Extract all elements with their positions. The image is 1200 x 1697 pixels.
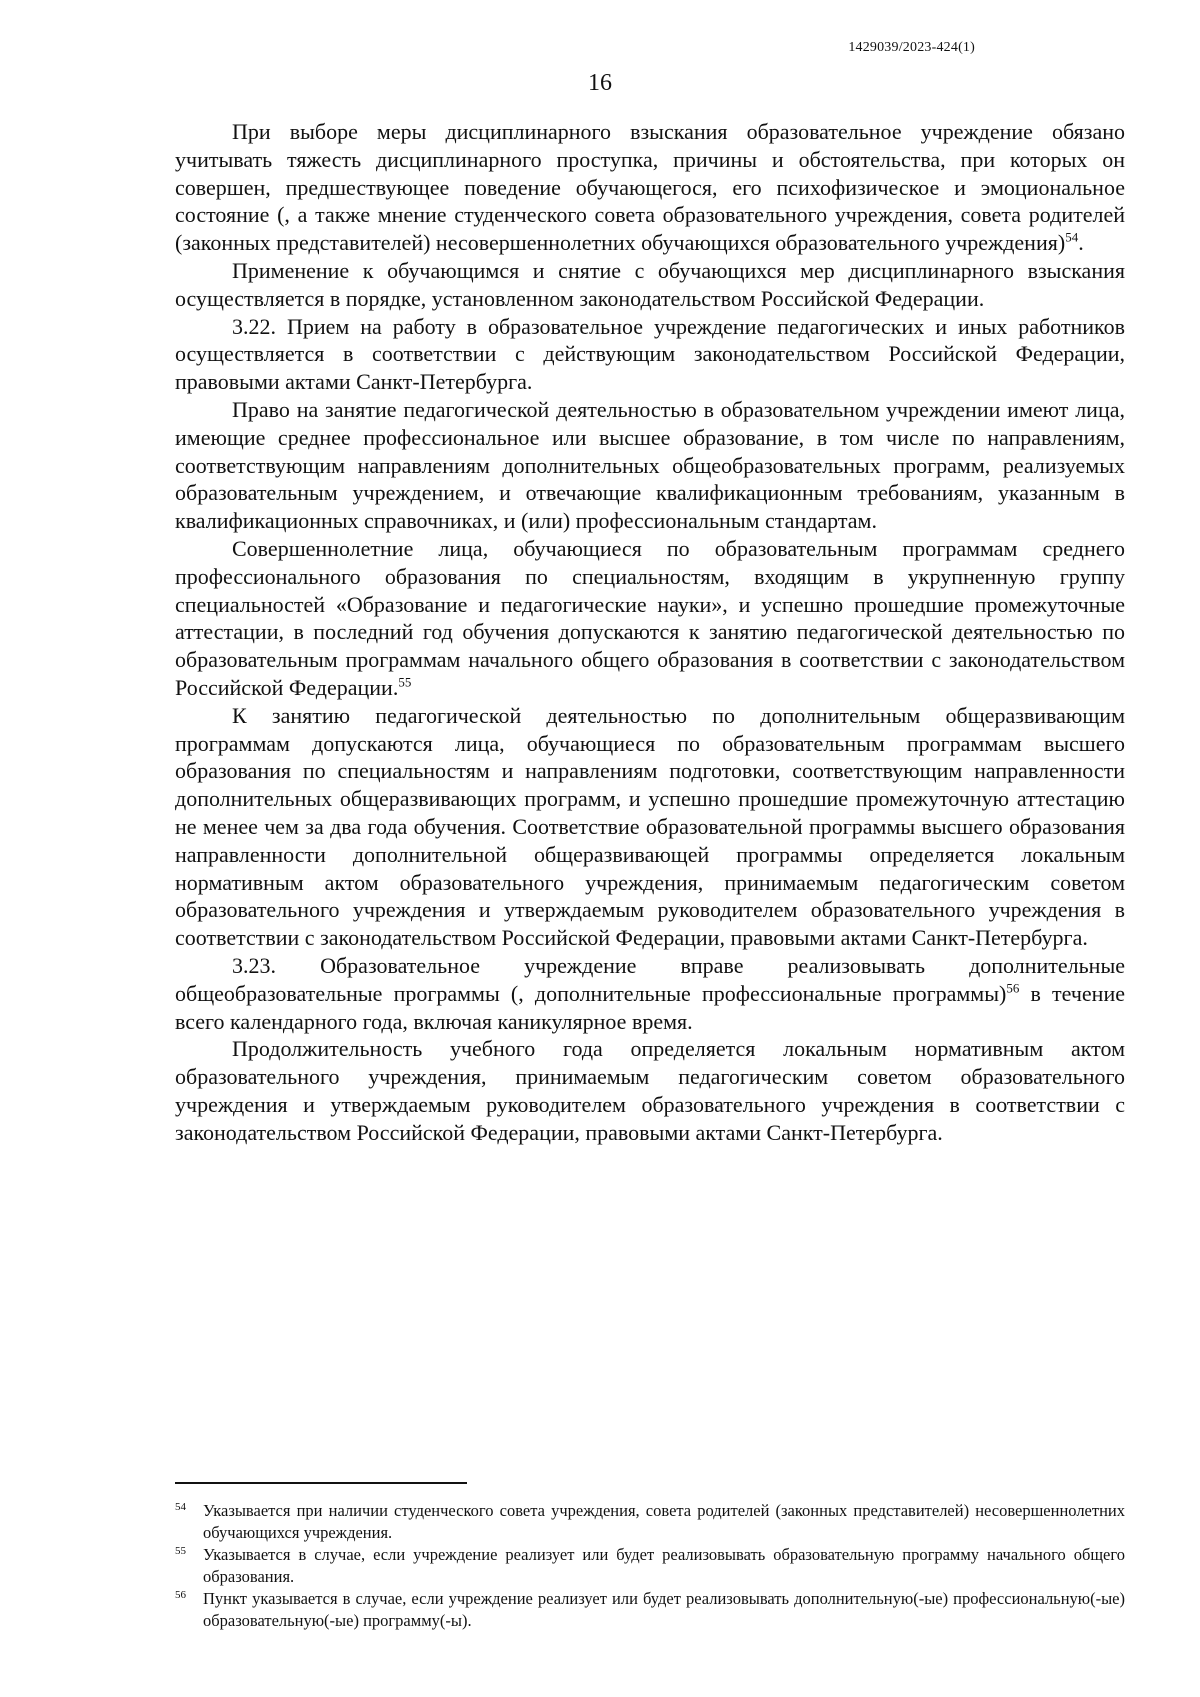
- paragraph: [175, 535, 1125, 702]
- paragraph-tail: в течение всего календарного года, включая каникулярное время.: [175, 980, 1125, 1034]
- footnote-text: Указывается при наличии студенческого совета учреждения, совета родителей (законных представителей) несовершеннолетних обучающихся учреждения.: [203, 1501, 1125, 1542]
- paragraph: [175, 118, 1125, 257]
- paragraph-text: Продолжительность учебного года определяется локальным нормативным актом образовательного учреждения, принимаемым педагогическим советом образовательного учреждения и утверждаемым руководителем образовательного учреждения в соответствии с законодательством Российской Федерации, правовыми актами Санкт-Петербурга.: [175, 1036, 1125, 1145]
- paragraph: [175, 257, 1125, 313]
- paragraph-text: Право на занятие педагогической деятельностью в образовательном учреждении имеют лица, имеющие среднее профессиональное или высшее образование, в том числе по направлениям, соответствующим направлениям дополнительных общеобразовательных программ, реализуемых образовательным учреждением, и отвечающие квалификационным требованиям, указанным в квалификационных справочниках, и (или) профессиональным стандартам.: [175, 396, 1125, 534]
- paragraph-text: Применение к обучающимся и снятие с обучающихся мер дисциплинарного взыскания осуществляется в порядке, установленном законодательством Российской Федерации.: [175, 257, 1125, 311]
- paragraph-text: К занятию педагогической деятельностью по дополнительным общеразвивающим программам допускаются лица, обучающиеся по образовательным программам высшего образования по специальностям и направлениям подготовки, соответствующим направленности дополнительных общеразвивающих программ, и успешно прошедшие промежуточную аттестацию не менее чем за два года обучения. Соответствие образовательной программы высшего образования направленности дополнительной общеразвивающей программы определяется локальным нормативным актом образовательного учреждения, принимаемым педагогическим советом образовательного учреждения и утверждаемым руководителем образовательного учреждения в соответствии с законодательством Российской Федерации, правовыми актами Санкт-Петербурга.: [175, 702, 1125, 951]
- document-number: 1429039/2023-424(1): [848, 40, 975, 55]
- paragraph: [175, 1035, 1125, 1146]
- paragraph-text: 3.22. Прием на работу в образовательное учреждение педагогических и иных работников осуществляется в соответствии с действующим законодательством Российской Федерации, правовыми актами Санкт-Петербурга.: [175, 313, 1125, 395]
- footnote: [175, 1588, 1125, 1631]
- footnote-ref: 55: [398, 674, 412, 690]
- footnote-text: Пункт указывается в случае, если учреждение реализует или будет реализовывать дополнительную(-ые) профессиональную(-ые) образовательную(-ые) программу(-ы).: [203, 1589, 1125, 1630]
- paragraph: [175, 702, 1125, 952]
- paragraph-tail: .: [1078, 230, 1084, 256]
- footnote: [175, 1500, 1125, 1543]
- paragraph: [175, 313, 1125, 396]
- paragraph-text: При выборе меры дисциплинарного взыскания образовательное учреждение обязано учитывать тяжесть дисциплинарного проступка, причины и обстоятельства, при которых он совершен, предшествующее поведение обучающегося, его психофизическое и эмоциональное состояние (, а также мнение студенческого совета образовательного учреждения, совета родителей (законных представителей) несовершеннолетних обучающихся образовательного учреждения): [175, 119, 1125, 256]
- footnote-separator: [175, 1482, 467, 1484]
- paragraph-text: Совершеннолетние лица, обучающиеся по образовательным программам среднего профессионального образования по специальностям, входящим в укрупненную группу специальностей «Образование и педагогические науки», и успешно прошедшие промежуточные аттестации, в последний год обучения допускаются к занятию педагогической деятельностью по образовательным программам начального общего образования в соответствии с законодательством Российской Федерации.: [175, 535, 1125, 700]
- footnote-text: Указывается в случае, если учреждение реализует или будет реализовывать образовательную программу начального общего образования.: [203, 1545, 1125, 1586]
- page-number: 16: [588, 70, 612, 96]
- body-text: [175, 118, 1125, 1146]
- paragraph-text: 3.23. Образовательное учреждение вправе реализовывать дополнительные общеобразовательные программы (, дополнительные профессиональные программы): [175, 952, 1125, 1006]
- paragraph: [175, 396, 1125, 535]
- footnote-number: 55: [175, 1545, 186, 1557]
- footnote-number: 56: [175, 1589, 186, 1601]
- footnotes: [175, 1500, 1125, 1632]
- paragraph: [175, 952, 1125, 1035]
- footnote: [175, 1544, 1125, 1587]
- footnote-ref: 56: [1006, 980, 1020, 996]
- footnote-ref: 54: [1065, 229, 1079, 245]
- footnote-number: 54: [175, 1501, 186, 1513]
